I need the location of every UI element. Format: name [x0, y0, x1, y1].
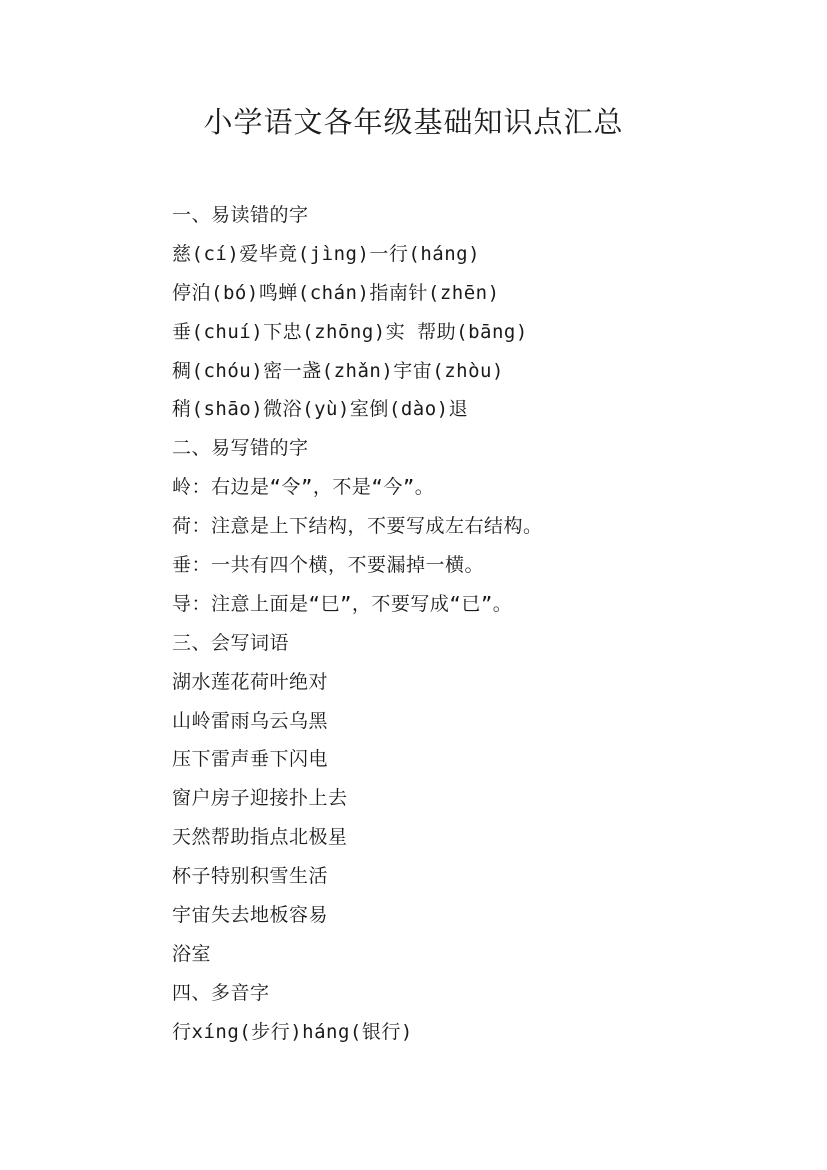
- text-line: 稠(chóu)密一盏(zhǎn)宇宙(zhòu): [172, 359, 504, 382]
- text-line: 停泊(bó)鸣蝉(chán)指南针(zhēn): [172, 281, 500, 304]
- text-line: 宇宙失去地板容易: [172, 904, 329, 927]
- text-line: 慈(cí)爱毕竟(jìng)一行(háng): [172, 242, 481, 265]
- text-line: 杯子特别积雪生活: [172, 865, 329, 888]
- text-line: 压下雷声垂下闪电: [172, 748, 329, 771]
- section-heading-2: 二、易写错的字: [172, 437, 309, 460]
- text-line: 天然帮助指点北极星: [172, 826, 348, 849]
- text-line: 垂(chuí)下忠(zhōng)实 帮助(bāng): [172, 320, 528, 343]
- text-line: 岭：右边是“令”，不是“今”。: [172, 476, 435, 499]
- section-heading-1: 一、易读错的字: [172, 204, 309, 226]
- text-line: 导：注意上面是“巳”，不要写成“已”。: [172, 592, 513, 615]
- content-lines: [172, 196, 772, 1052]
- text-line: 稍(shāo)微浴(yù)室倒(dào)退: [172, 398, 469, 421]
- text-line: 山岭雷雨乌云乌黑: [172, 709, 329, 732]
- text-line: 窗户房子迎接扑上去: [172, 787, 348, 810]
- text-line: 垂：一共有四个横，不要漏掉一横。: [172, 554, 485, 577]
- text-line: 浴室: [172, 942, 212, 965]
- section-heading-3: 三、会写词语: [172, 631, 290, 654]
- text-line: 行xíng(步行)háng(银行): [172, 1020, 413, 1043]
- section-heading-4: 四、多音字: [172, 981, 270, 1004]
- document-title: 小学语文各年级基础知识点汇总: [203, 105, 624, 139]
- text-line: 湖水莲花荷叶绝对: [172, 670, 329, 693]
- text-line: 荷：注意是上下结构，不要写成左右结构。: [172, 515, 543, 538]
